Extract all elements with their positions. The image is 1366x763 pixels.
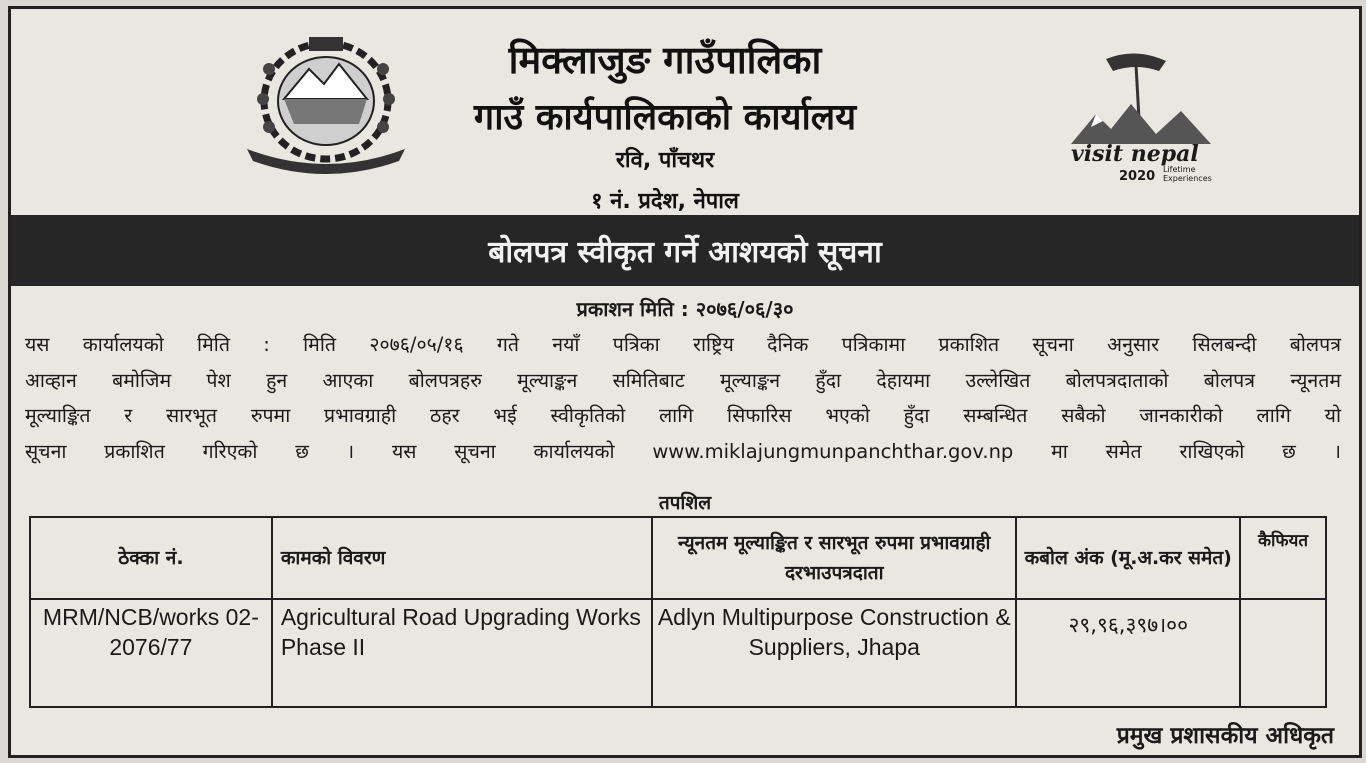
header-contract-no: ठेक्का नं. <box>30 517 272 599</box>
header-bidder: न्यूनतम मूल्याङ्कित र सारभूत रुपमा प्रभावग्राही दरभाउपत्रदाता <box>652 517 1016 599</box>
logo-tagline-1: Lifetime <box>1163 165 1196 174</box>
table-header-row <box>30 517 1326 599</box>
header-description: कामको विवरण <box>272 517 652 599</box>
notice-title: बोलपत्र स्वीकृत गर्ने आशयको सूचना <box>488 235 882 270</box>
notice-body <box>25 327 1341 469</box>
province-line: १ नं. प्रदेश, नेपाल <box>591 189 739 214</box>
visit-nepal-logo <box>1061 49 1241 199</box>
notice-frame <box>8 6 1362 758</box>
body-line: यस कार्यालयको मिति : मिति २०७६/०५/१६ गते नयाँ पत्रिका राष्ट्रिय दैनिक पत्रिकामा प्रकाशित सूचना अनुसार सिलबन्दी बोलपत्र <box>25 333 1341 356</box>
details-heading: तपशिल <box>658 492 712 514</box>
body-line: मूल्याङ्कित र सारभूत रुपमा प्रभावग्राही ठहर भई स्वीकृतिको लागि सिफारिस भएको हुँदा सम्बन्धित सबैको जानकारीको लागि यो <box>25 404 1341 427</box>
body-line: आव्हान बमोजिम पेश हुन आएका बोलपत्रहरु मूल्याङ्कन समितिबाट मूल्याङ्कन हुँदा देहायमा उल्लेखित बोलपत्रदाताको बोलपत्र न्यूनतम <box>25 368 1341 392</box>
visit-nepal-text: visit nepal <box>1071 141 1199 167</box>
cell-remarks <box>1240 599 1326 707</box>
office-name: गाउँ कार्यपालिकाको कार्यालय <box>473 97 857 138</box>
office-location: रवि, पाँचथर <box>615 148 715 173</box>
body-line: सूचना प्रकाशित गरिएको छ । यस सूचना कार्यालयको www.miklajungmunpanchthar.gov.np मा समेत राखिएको छ । <box>25 439 1341 463</box>
cell-amount: २९,९६,३९७।०० <box>1016 599 1240 707</box>
cell-bidder: Adlyn Multipurpose Construction & Suppliers, Jhapa <box>652 599 1016 707</box>
header-amount: कबोल अंक (मू.अ.कर समेत) <box>1016 517 1240 599</box>
tender-table <box>29 516 1327 708</box>
logo-year: 2020 <box>1119 169 1156 184</box>
cell-contract-no: MRM/NCB/works 02-2076/77 <box>30 599 272 707</box>
table-row <box>30 599 1326 707</box>
logo-tagline-2: Experiences <box>1163 174 1212 183</box>
cell-description: Agricultural Road Upgrading Works Phase II <box>272 599 652 707</box>
signatory-title: प्रमुख प्रशासकीय अधिकृत <box>1116 723 1334 749</box>
publication-date: प्रकाशन मिति : २०७६/०६/३० <box>576 297 794 321</box>
header-remarks: कैफियत <box>1240 517 1326 599</box>
municipality-name: मिक्लाजुङ गाउँपालिका <box>508 38 822 82</box>
notice-title-banner <box>11 215 1359 286</box>
